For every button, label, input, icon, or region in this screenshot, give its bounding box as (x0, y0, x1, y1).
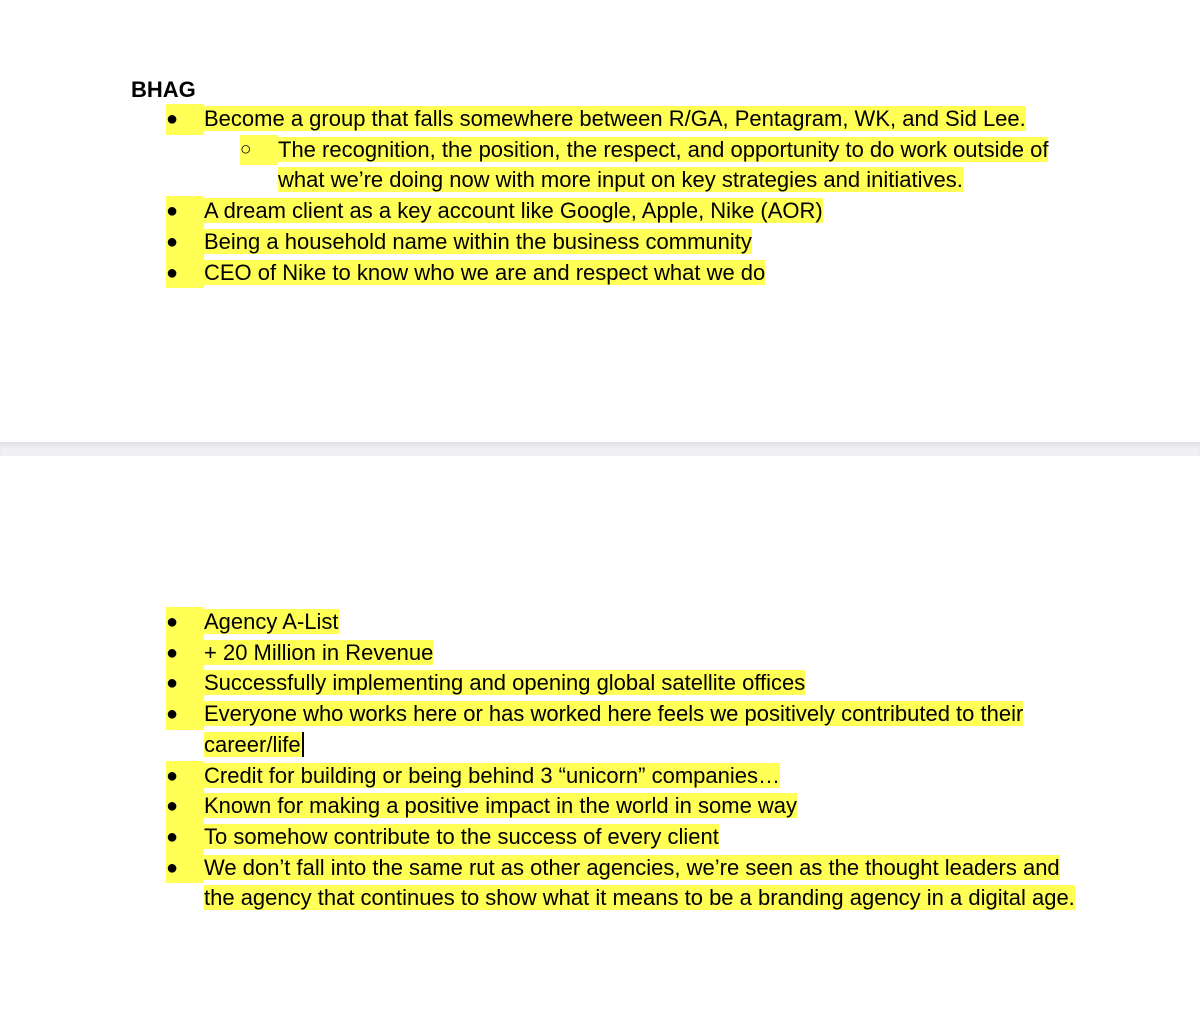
list-item-text: Successfully implementing and opening global satellite offices (204, 670, 806, 696)
list-item-text: A dream client as a key account like Google, Apple, Nike (AOR) (204, 198, 823, 224)
list-item-text: CEO of Nike to know who we are and respect what we do (204, 259, 766, 285)
bullet-icon: ● (166, 638, 204, 669)
list-item-text: Everyone who works here or has worked here feels we positively contributed to their career/life (204, 701, 1024, 757)
list-item[interactable] (0, 607, 1094, 638)
section-heading: BHAG (131, 77, 196, 102)
bullet-icon: ● (166, 607, 204, 638)
bhag-list (0, 104, 1094, 288)
list-item-text: To somehow contribute to the success of every client (204, 823, 719, 849)
list-item[interactable] (0, 104, 1094, 135)
bullet-icon: ● (166, 227, 204, 258)
list-item[interactable] (0, 761, 1094, 792)
list-item[interactable] (0, 699, 1094, 760)
page-2[interactable] (0, 456, 1200, 1018)
page-break (0, 442, 1200, 457)
list-item-text: Credit for building or being behind 3 “unicorn” companies… (204, 762, 780, 788)
list-item-nested[interactable] (0, 135, 1094, 196)
list-item[interactable] (0, 227, 1094, 258)
list-item-text: Become a group that falls somewhere between R/GA, Pentagram, WK, and Sid Lee. (204, 106, 1026, 131)
sub-bullet-icon: ○ (240, 135, 278, 166)
list-item[interactable] (0, 258, 1094, 289)
list-item[interactable] (0, 196, 1094, 227)
list-item-text: The recognition, the position, the respect, and opportunity to do work outside of what we’re doing now with more input on key strategies and initiatives. (278, 136, 1049, 193)
bullet-icon: ● (166, 761, 204, 792)
bullet-icon: ● (166, 104, 204, 135)
bullet-icon: ● (166, 668, 204, 699)
text-cursor (302, 732, 304, 757)
list-item-text: Being a household name within the business community (204, 228, 752, 254)
list-item-text: We don’t fall into the same rut as other agencies, we’re seen as the thought leaders and the agency that continues to show what it means to be a branding agency in a digital age. (204, 854, 1075, 911)
bullet-icon: ● (166, 853, 204, 884)
bullet-icon: ● (166, 791, 204, 822)
list-item[interactable] (0, 853, 1094, 914)
goals-list (0, 607, 1094, 914)
page-1[interactable] (0, 0, 1200, 442)
list-item[interactable] (0, 668, 1094, 699)
list-item-text: + 20 Million in Revenue (204, 639, 434, 665)
list-item-text: Agency A-List (204, 609, 339, 634)
list-item-text: Known for making a positive impact in the world in some way (204, 793, 798, 819)
bullet-icon: ● (166, 822, 204, 853)
list-item[interactable] (0, 638, 1094, 669)
list-item[interactable] (0, 791, 1094, 822)
list-item[interactable] (0, 822, 1094, 853)
bullet-icon: ● (166, 258, 204, 289)
bullet-icon: ● (166, 699, 204, 730)
bullet-icon: ● (166, 196, 204, 227)
